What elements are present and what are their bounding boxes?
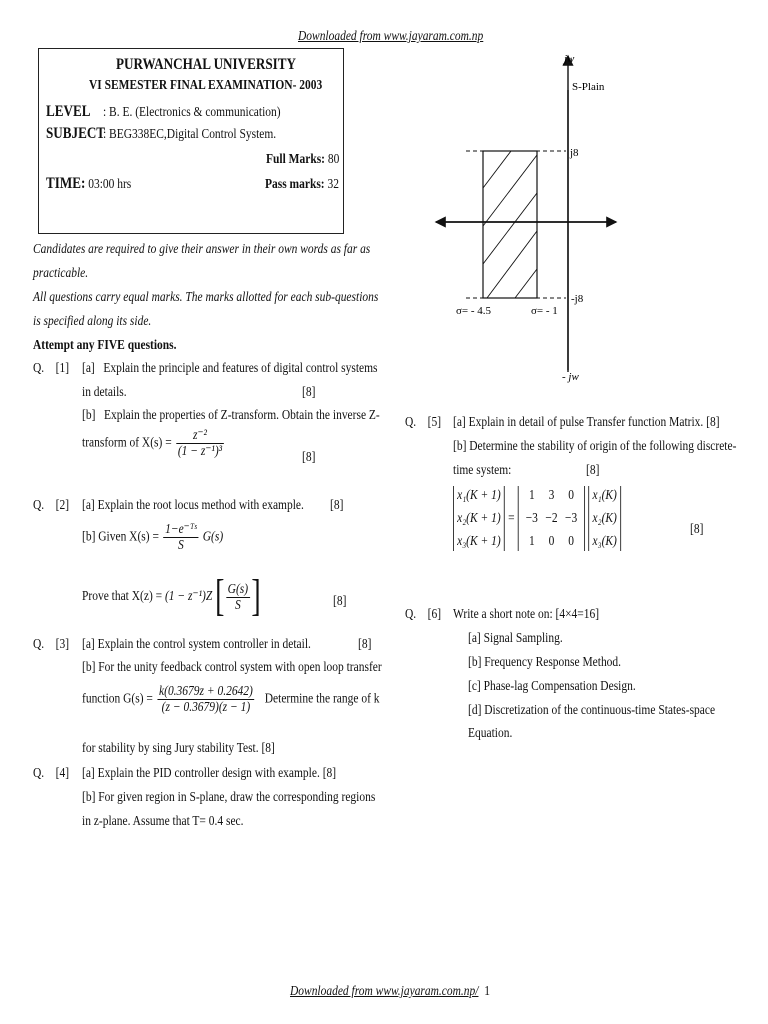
q1-number: [1]	[55, 361, 70, 376]
matrix-entry: 0	[568, 534, 575, 549]
lower-j-mark: -j8	[571, 293, 584, 305]
q5b-line2-marks: [8]	[586, 463, 600, 478]
subject-label: SUBJECT	[46, 125, 106, 142]
q5-matrix-marks: [8]	[690, 522, 704, 537]
q2-q: Q.	[33, 498, 45, 513]
page-number: 1	[484, 984, 490, 999]
q6-q: Q.	[405, 607, 417, 622]
q3-label	[33, 637, 69, 653]
q6-item-c: [c] Phase-lag Compensation Design.	[468, 679, 636, 694]
matrix-entry: −3	[525, 511, 538, 526]
q5-q: Q.	[405, 415, 417, 430]
q2-prove-mid: (1 − z⁻¹)Z	[164, 589, 213, 605]
q3-number: [3]	[55, 637, 70, 652]
left-bracket: [	[215, 572, 225, 621]
q4-label	[33, 766, 69, 782]
q5-number: [5]	[427, 415, 442, 430]
q4a-text: [a] Explain the PID controller design with example. [8]	[82, 766, 337, 781]
q2-prove-denominator: S	[234, 597, 241, 613]
q1b-formula	[82, 428, 225, 459]
jw-label: jw	[564, 53, 575, 65]
instruction-line-4: is specified along its side.	[33, 314, 152, 329]
q3b-prefix: function G(s) =	[82, 691, 153, 707]
q3a-text: [a] Explain the control system controller in detail.	[82, 637, 311, 652]
matrix-entry: 1	[528, 488, 535, 503]
equals-sign: =	[508, 510, 515, 526]
sigma-left-label: σ= - 4.5	[456, 305, 492, 317]
q2-prove-numerator: G(s)	[227, 581, 249, 597]
q3b-fraction	[157, 684, 254, 715]
q1-q: Q.	[33, 361, 45, 376]
q6-item-b: [b] Frequency Response Method.	[468, 655, 622, 670]
matrix-entry: 0	[568, 488, 575, 503]
subject-value: : BEG338EC,Digital Control System.	[103, 127, 277, 142]
q2b-numerator: 1−e⁻ᵀˢ	[165, 522, 197, 537]
q1b-fraction	[176, 428, 224, 459]
q6-item-a: [a] Signal Sampling.	[468, 631, 563, 646]
q6-item-d: [d] Discretization of the continuous-time States-space	[468, 703, 716, 718]
q1a-marks: [8]	[302, 385, 316, 400]
q3a-marks: [8]	[358, 637, 372, 652]
q2b-prefix: [b] Given X(s) =	[82, 529, 159, 545]
q2a-text: [a] Explain the root locus method with example.	[82, 498, 304, 513]
q1b-tag: [b]	[82, 408, 96, 423]
q2b-fraction	[163, 522, 198, 553]
full-marks-label: Full Marks:	[266, 152, 326, 167]
minus-jw-label: - jw	[562, 371, 579, 383]
rhs-x2: x₂(K)	[592, 511, 617, 526]
attempt-instruction: Attempt any FIVE questions.	[33, 338, 177, 353]
q4b-line1: [b] For given region in S-plane, draw the corresponding regions	[82, 790, 376, 805]
sigma-right-label: σ= - 1	[531, 305, 558, 317]
q4-number: [4]	[55, 766, 70, 781]
rhs-vector	[588, 486, 621, 551]
q3b-formula	[82, 684, 380, 715]
matrix-entry: 1	[528, 534, 535, 549]
hatch-lines	[483, 151, 537, 298]
q2b-formula	[82, 522, 223, 553]
time-label: TIME:	[46, 175, 86, 192]
q3-q: Q.	[33, 637, 45, 652]
q2b-denominator: S	[177, 538, 184, 553]
q3b-suffix: Determine the range of k	[264, 691, 380, 707]
q6-item-d-line2: Equation.	[468, 726, 513, 741]
q1b-denominator: (1 − z⁻¹)³	[177, 444, 223, 459]
q2-label	[33, 498, 69, 514]
lhs-vector	[453, 486, 505, 551]
instruction-line-2: practicable.	[33, 266, 89, 281]
q1-label	[33, 361, 69, 377]
pass-marks-label: Pass marks:	[265, 177, 325, 192]
pass-marks	[265, 177, 339, 193]
system-matrix	[518, 486, 585, 551]
q1a-text: Explain the principle and features of digital control systems	[103, 361, 378, 376]
q2-number: [2]	[55, 498, 70, 513]
matrix-entry: 0	[548, 534, 555, 549]
q1a-line2: in details.	[82, 385, 127, 400]
matrix-entry: −3	[565, 511, 578, 526]
q5a-text: [a] Explain in detail of pulse Transfer function Matrix. [8]	[453, 415, 720, 430]
time-value: 03:00 hrs	[88, 177, 132, 192]
q2b-suffix: G(s)	[202, 529, 224, 545]
lhs-x2: x₂(K + 1)	[457, 511, 501, 526]
rhs-x1: x₁(K)	[592, 488, 617, 503]
q1b	[82, 408, 380, 424]
footer-watermark: Downloaded from www.jayaram.com.np/	[290, 984, 479, 999]
top-watermark: Downloaded from www.jayaram.com.np	[298, 29, 484, 44]
matrix-entry: −2	[545, 511, 558, 526]
q1b-marks: [8]	[302, 450, 316, 465]
pass-marks-value: 32	[327, 177, 339, 192]
level-label: LEVEL	[46, 103, 91, 120]
lhs-x3: x₃(K + 1)	[457, 534, 501, 549]
q3b-line1: [b] For the unity feedback control system with open loop transfer	[82, 660, 382, 675]
q1b-prefix: transform of X(s) =	[82, 435, 172, 451]
q5b-line2: time system:	[453, 463, 512, 478]
instruction-line-3: All questions carry equal marks. The marks allotted for each sub-questions	[33, 290, 379, 305]
hatched-region	[483, 151, 537, 298]
q6-number: [6]	[427, 607, 442, 622]
exam-title: VI SEMESTER FINAL EXAMINATION- 2003	[89, 78, 323, 93]
q1b-text: Explain the properties of Z-transform. Obtain the inverse Z-	[103, 408, 380, 423]
rhs-x3: x₃(K)	[592, 534, 617, 549]
s-plane-figure	[430, 50, 620, 385]
q4b-line2: in z-plane. Assume that T= 0.4 sec.	[82, 814, 244, 829]
q2-prove	[82, 572, 261, 621]
full-marks-value: 80	[327, 152, 340, 167]
q3b-numerator: k(0.3679z + 0.2642)	[159, 684, 253, 699]
q3b-denominator: (z − 0.3679)(z − 1)	[161, 700, 251, 715]
q6-intro: Write a short note on: [4×4=16]	[453, 607, 600, 622]
q4-q: Q.	[33, 766, 45, 781]
time	[46, 176, 131, 193]
matrix-entry: 3	[548, 488, 555, 503]
q3b-line3: for stability by sing Jury stability Test. [8]	[82, 741, 275, 756]
q5-label	[405, 415, 441, 431]
footer	[290, 984, 490, 1000]
level-value: : B. E. (Electronics & communication)	[103, 105, 281, 120]
q1b-numerator: z⁻²	[176, 428, 224, 444]
q2a-marks: [8]	[330, 498, 344, 513]
lhs-x1: x₁(K + 1)	[457, 488, 501, 503]
full-marks	[266, 152, 339, 168]
instruction-line-1: Candidates are required to give their answer in their own words as far as	[33, 242, 371, 257]
university-name: PURWANCHAL UNIVERSITY	[116, 56, 296, 73]
q2-prove-marks: [8]	[333, 594, 347, 609]
right-bracket: ]	[251, 572, 261, 621]
q2-prove-fraction	[226, 582, 250, 613]
q5b-line1: [b] Determine the stability of origin of the following discrete-	[453, 439, 737, 454]
s-plane-label: S-Plain	[572, 81, 605, 93]
q2-prove-prefix: Prove that X(z) =	[82, 589, 163, 605]
q1a-tag: [a]	[82, 361, 95, 376]
q6-label	[405, 607, 441, 623]
q1a	[82, 361, 378, 377]
q5-state-equation	[453, 486, 621, 551]
upper-j-mark: j8	[570, 147, 579, 159]
